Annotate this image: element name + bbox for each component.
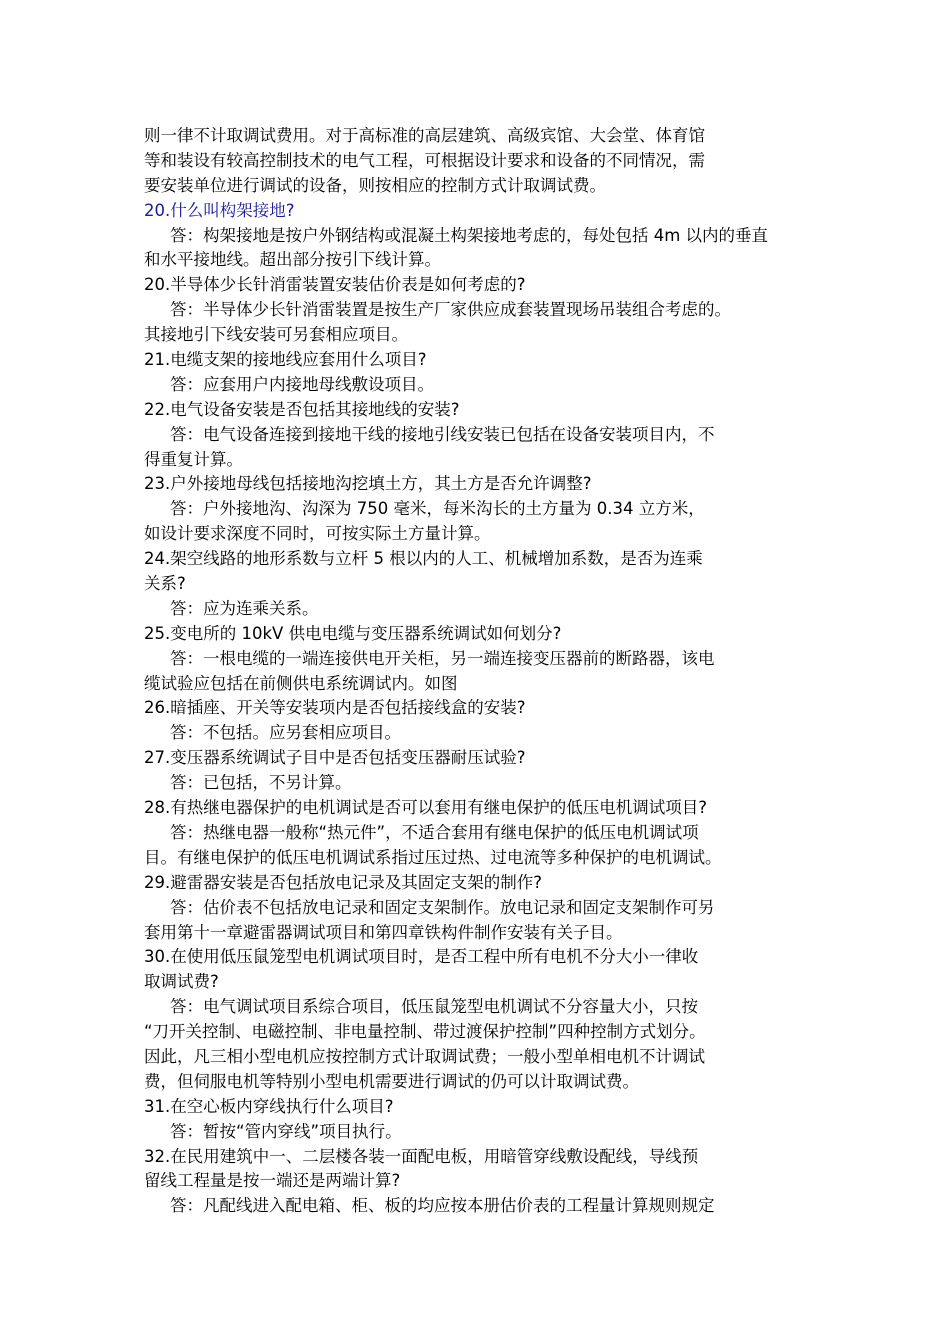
answer-line: 答：户外接地沟、沟深为 750 毫米，每米沟长的土方量为 0.34 立方米， — [170, 499, 705, 519]
text-line: 得重复计算。 — [144, 449, 243, 469]
answer-line: 答：构架接地是按户外钢结构或混凝土构架接地考虑的，每处包括 4m 以内的垂直 — [170, 225, 769, 245]
question-heading: 29.避雷器安装是否包括放电记录及其固定支架的制作? — [144, 872, 542, 892]
answer-line: 答：不包括。应另套相应项目。 — [170, 723, 401, 743]
answer-line: 答：电气调试项目系综合项目，低压鼠笼型电机调试不分容量大小，只按 — [170, 997, 698, 1017]
answer-line: 答：应为连乘关系。 — [170, 598, 319, 618]
answer-line: 答：应套用户内接地母线敷设项目。 — [170, 374, 434, 394]
text-line: 费，但伺服电机等特别小型电机需要进行调试的仍可以计取调试费。 — [144, 1071, 639, 1091]
text-line: 等和装设有较高控制技术的电气工程，可根据设计要求和设备的不同情况，需 — [144, 150, 705, 170]
text-line: 取调试费? — [144, 972, 219, 992]
question-heading: 30.在使用低压鼠笼型电机调试项目时，是否工程中所有电机不分大小一律收 — [144, 947, 699, 967]
answer-line: 答：电气设备连接到接地干线的接地引线安装已包括在设备安装项目内，不 — [170, 424, 715, 444]
question-heading: 24.架空线路的地形系数与立杆 5 根以内的人工、机械增加系数，是否为连乘 — [144, 549, 703, 569]
question-heading: 27.变压器系统调试子目中是否包括变压器耐压试验? — [144, 748, 526, 768]
question-heading: 28.有热继电器保护的电机调试是否可以套用有继电保护的低压电机调试项目? — [144, 798, 707, 818]
question-heading: 20.什么叫构架接地? — [144, 200, 295, 220]
question-heading: 22.电气设备安装是否包括其接地线的安装? — [144, 399, 460, 419]
question-heading: 23.户外接地母线包括接地沟挖填土方，其土方是否允许调整? — [144, 474, 592, 494]
text-line: “刀开关控制、电磁控制、非电量控制、带过渡保护控制”四种控制方式划分。 — [144, 1022, 706, 1042]
text-line: 留线工程量是按一端还是两端计算? — [144, 1171, 401, 1191]
text-line: 其接地引下线安装可另套相应项目。 — [144, 325, 408, 345]
text-line: 关系? — [144, 574, 186, 594]
answer-line: 答：半导体少长针消雷装置是按生产厂家供应成套装置现场吊装组合考虑的。 — [170, 300, 731, 320]
text-line: 和水平接地线。超出部分按引下线计算。 — [144, 250, 441, 270]
text-line: 如设计要求深度不同时，可按实际土方量计算。 — [144, 524, 491, 544]
question-heading: 31.在空心板内穿线执行什么项目? — [144, 1096, 394, 1116]
text-line: 套用第十一章避雷器调试项目和第四章铁构件制作安装有关子目。 — [144, 922, 623, 942]
question-heading: 26.暗插座、开关等安装项内是否包括接线盒的安装? — [144, 698, 526, 718]
text-line: 目。有继电保护的低压电机调试系指过压过热、过电流等多种保护的电机调试。 — [144, 847, 722, 867]
answer-line: 答：热继电器一般称“热元件”，不适合套用有继电保护的低压电机调试项 — [170, 822, 699, 842]
answer-line: 答：凡配线进入配电箱、柜、板的均应按本册估价表的工程量计算规则规定 — [170, 1196, 715, 1216]
question-heading: 20.半导体少长针消雷装置安装估价表是如何考虑的? — [144, 275, 526, 295]
document-page — [144, 124, 816, 1219]
answer-line: 答：暂按“管内穿线”项目执行。 — [170, 1121, 402, 1141]
question-heading: 25.变电所的 10kV 供电电缆与变压器系统调试如何划分? — [144, 623, 562, 643]
question-heading: 32.在民用建筑中一、二层楼各装一面配电板，用暗管穿线敷设配线，导线预 — [144, 1146, 699, 1166]
question-heading: 21.电缆支架的接地线应套用什么项目? — [144, 350, 427, 370]
answer-line: 答：已包括，不另计算。 — [170, 773, 352, 793]
text-line: 要安装单位进行调试的设备，则按相应的控制方式计取调试费。 — [144, 175, 606, 195]
text-line: 缆试验应包括在前侧供电系统调试内。如图 — [144, 673, 458, 693]
text-line: 因此，凡三相小型电机应按控制方式计取调试费；一般小型单相电机不计调试 — [144, 1046, 705, 1066]
text-line: 则一律不计取调试费用。对于高标准的高层建筑、高级宾馆、大会堂、体育馆 — [144, 126, 705, 145]
answer-line: 答：估价表不包括放电记录和固定支架制作。放电记录和固定支架制作可另 — [170, 897, 715, 917]
answer-line: 答：一根电缆的一端连接供电开关柜，另一端连接变压器前的断路器，该电 — [170, 648, 715, 668]
